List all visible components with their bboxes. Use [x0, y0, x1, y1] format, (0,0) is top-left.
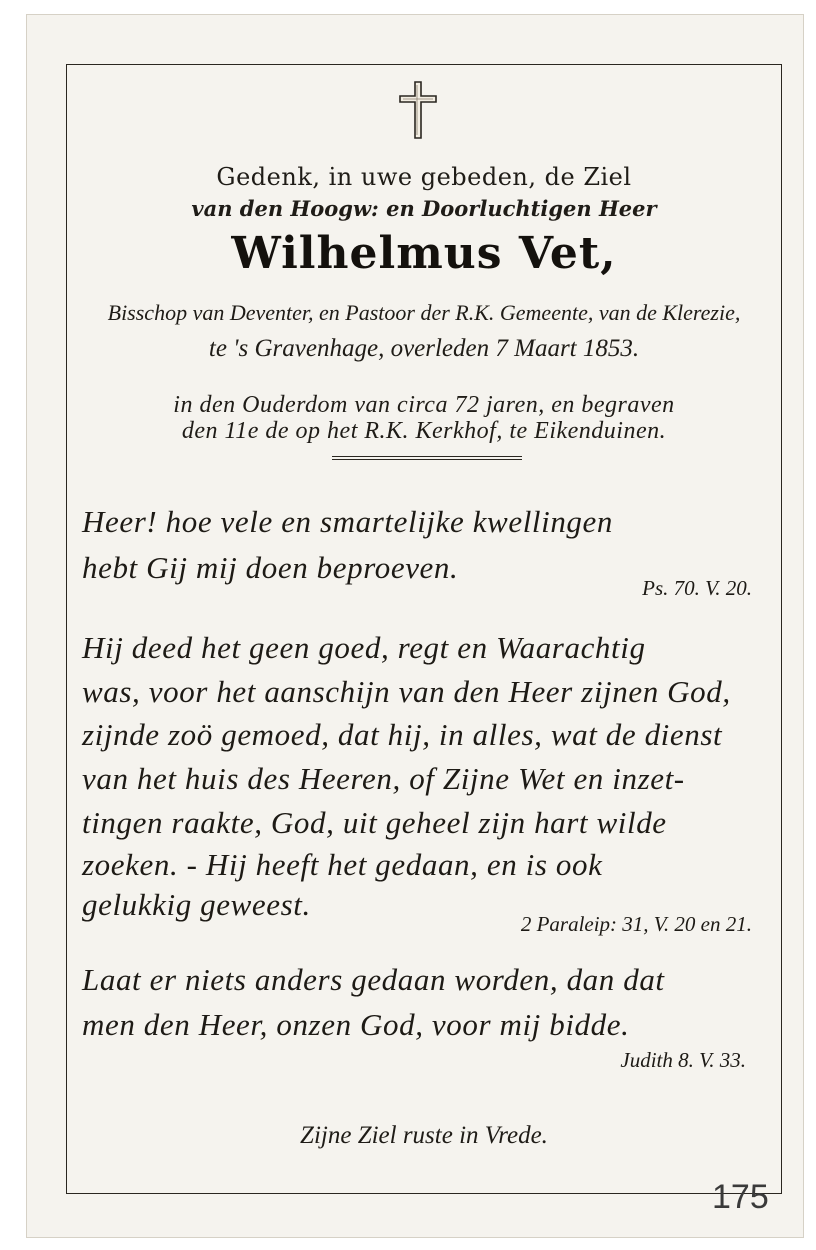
closing-prayer: Zijne Ziel ruste in Vrede.: [300, 1122, 548, 1149]
verse-reference: Ps. 70. V. 20.: [642, 576, 752, 600]
header-burial: den 11e de op het R.K. Kerkhof, te Eikenduinen.: [181, 418, 667, 444]
cross-icon: [396, 80, 440, 142]
verse-line: gelukkig geweest.: [82, 887, 311, 922]
verse-line: zoeken. - Hij heeft het gedaan, en is ook: [82, 847, 603, 882]
verse-line: tingen raakte, God, uit geheel zijn hart wilde: [82, 805, 667, 840]
deceased-name: Wilhelmus Vet,: [231, 228, 617, 279]
verse-line: Hij deed het geen goed, regt en Waarachtig: [82, 630, 646, 665]
header-death-date: te 's Gravenhage, overleden 7 Maart 1853.: [208, 335, 640, 362]
verse-line: Laat er niets anders gedaan worden, dan dat: [82, 962, 665, 997]
divider: [332, 456, 522, 460]
header-line-1: Gedenk, in uwe gebeden, de Ziel: [216, 163, 632, 191]
header-title: Bisschop van Deventer, en Pastoor der R.K. Gemeente, van de Klerezie,: [107, 300, 741, 325]
header-age: in den Ouderdom van circa 72 jaren, en begraven: [173, 392, 675, 418]
verse-line: men den Heer, onzen God, voor mij bidde.: [82, 1007, 630, 1042]
verse-line: was, voor het aanschijn van den Heer zijnen God,: [82, 674, 731, 709]
verse-line: Heer! hoe vele en smartelijke kwellingen: [82, 504, 613, 539]
handwritten-number: 175: [712, 1178, 769, 1216]
verse-line: zijnde zoö gemoed, dat hij, in alles, wat de dienst: [82, 717, 723, 752]
verse-line: hebt Gij mij doen beproeven.: [82, 550, 459, 585]
header-line-2: van den Hoogw: en Doorluchtigen Heer: [191, 196, 657, 221]
verse-reference: 2 Paraleip: 31, V. 20 en 21.: [520, 912, 752, 936]
verse-reference: Judith 8. V. 33.: [620, 1048, 746, 1072]
verse-line: van het huis des Heeren, of Zijne Wet en inzet-: [82, 761, 685, 796]
